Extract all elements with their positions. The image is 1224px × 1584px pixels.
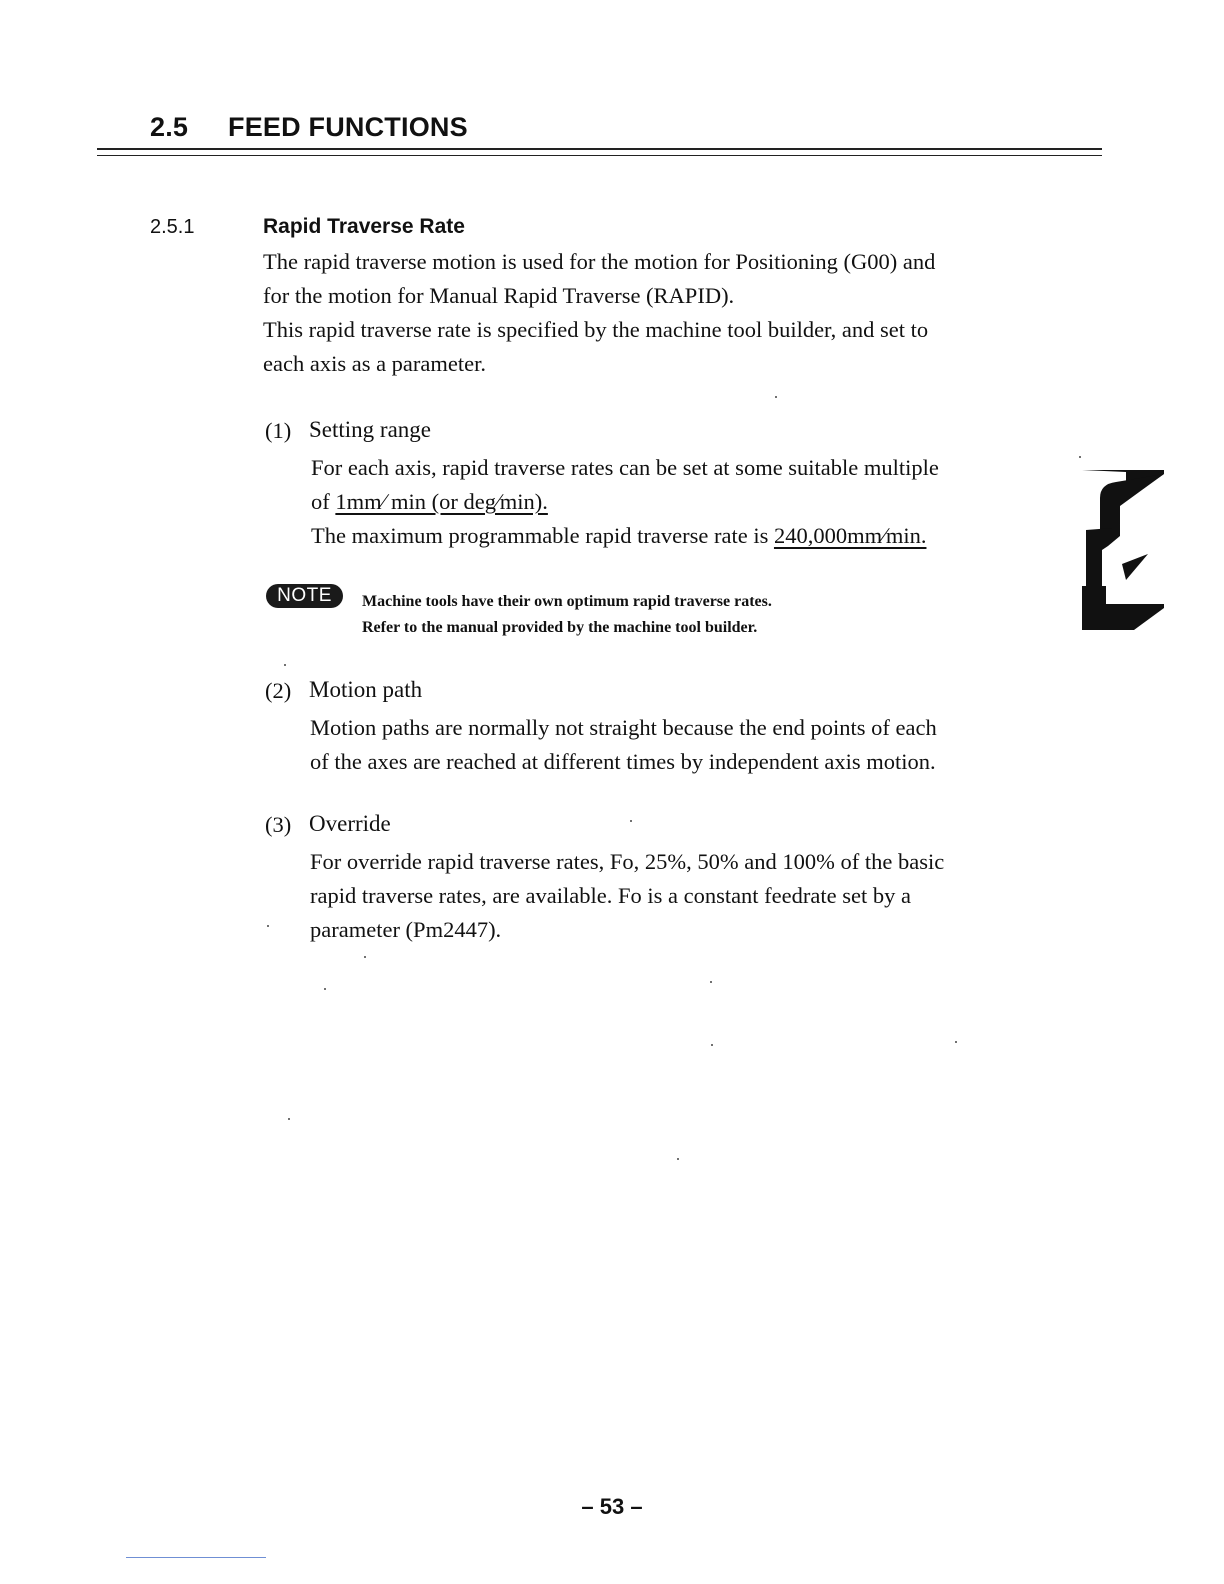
item-title: Motion path [309, 677, 423, 702]
bottom-rule [126, 1557, 266, 1558]
intro-paragraph [263, 245, 935, 381]
item-line [311, 519, 939, 553]
chapter-tab-icon [1082, 470, 1164, 630]
intro-line: for the motion for Manual Rapid Traverse (RAPID). [263, 283, 735, 308]
subsection-title: Rapid Traverse Rate [263, 215, 465, 238]
line-prefix: The maximum programmable rapid traverse rate is [311, 523, 774, 548]
note-line: Refer to the manual provided by the machine tool builder. [362, 619, 758, 636]
underlined-unit: 1mm∕ min (or deg∕min). [335, 489, 548, 514]
item-line: parameter (Pm2447). [310, 917, 502, 942]
item-line: of the axes are reached at different times by independent axis motion. [310, 749, 936, 774]
subsection-number: 2.5.1 [150, 216, 195, 238]
scan-speck [284, 664, 286, 666]
item-line: For override rapid traverse rates, Fo, 25%, 50% and 100% of the basic [310, 849, 945, 874]
page-number: – 53 – [581, 1494, 643, 1519]
intro-line: each axis as a parameter. [263, 351, 487, 376]
scan-speck [677, 1158, 679, 1160]
scan-speck [267, 925, 269, 927]
scan-speck [711, 1044, 713, 1046]
header-rule-top [97, 148, 1102, 150]
scan-speck [1079, 456, 1081, 458]
item-line [311, 485, 939, 519]
intro-line: The rapid traverse motion is used for the motion for Positioning (G00) and [263, 249, 936, 274]
underlined-max-rate: 240,000mm∕min. [773, 523, 927, 548]
scan-speck [288, 1118, 290, 1120]
line-prefix: of [311, 489, 336, 514]
item-body [310, 845, 944, 947]
item-body [310, 711, 937, 779]
scan-speck [364, 956, 366, 958]
section-number: 2.5 [150, 112, 189, 142]
scan-speck [775, 396, 777, 398]
item-number: (3) [265, 812, 292, 837]
item-line: For each axis, rapid traverse rates can be set at some suitable multiple [311, 455, 939, 480]
note-badge: NOTE [266, 584, 343, 608]
item-line: Motion paths are normally not straight because the end points of each [310, 715, 937, 740]
intro-line: This rapid traverse rate is specified by the machine tool builder, and set to [263, 317, 929, 342]
item-number: (2) [265, 678, 292, 703]
scan-speck [630, 820, 632, 822]
item-title: Override [309, 811, 391, 836]
section-heading [150, 112, 468, 143]
scan-speck [955, 1041, 957, 1043]
item-body [311, 451, 939, 553]
note-text [362, 589, 772, 641]
header-rule-bottom [97, 155, 1102, 156]
scan-speck [324, 988, 326, 990]
scan-speck [710, 981, 712, 983]
item-title: Setting range [309, 417, 431, 442]
section-title: FEED FUNCTIONS [228, 112, 468, 142]
item-number: (1) [265, 418, 292, 443]
item-line: rapid traverse rates, are available. Fo is a constant feedrate set by a [310, 883, 911, 908]
note-line: Machine tools have their own optimum rapid traverse rates. [362, 593, 772, 610]
